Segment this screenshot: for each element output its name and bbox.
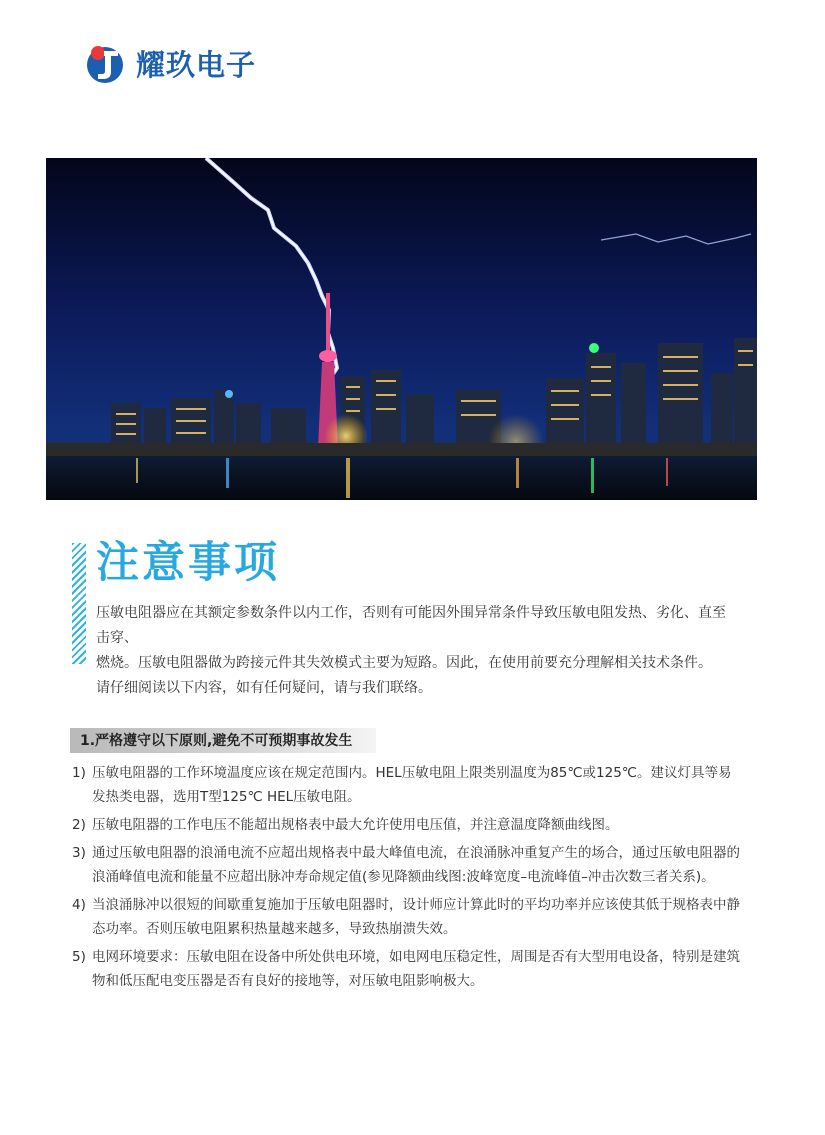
notice-body bbox=[96, 601, 736, 701]
item-text: 通过压敏电阻器的浪涌电流不应超出规格表中最大峰值电流，在浪涌脉冲重复产生的场合，通过压敏电阻器的浪涌峰值电流和能量不应超出脉冲寿命规定值(参见降额曲线图:波峰宽度–电流峰值–冲击次数三者关系)。 bbox=[92, 845, 740, 885]
item-text: 压敏电阻器的工作电压不能超出规格表中最大允许使用电压值，并注意温度降额曲线图。 bbox=[92, 817, 619, 833]
list-item bbox=[72, 761, 744, 809]
notice-line: 燃烧。压敏电阻器做为跨接元件其失效模式主要为短路。因此，在使用前要充分理解相关技术条件。 bbox=[96, 655, 712, 671]
notice-line: 请仔细阅读以下内容，如有任何疑问，请与我们联络。 bbox=[96, 680, 432, 696]
yj-logo-icon bbox=[84, 39, 126, 87]
list-item bbox=[72, 945, 744, 993]
item-number: 2) bbox=[72, 817, 86, 833]
item-text: 当浪涌脉冲以很短的间歇重复施加于压敏电阻器时，设计师应计算此时的平均功率并应该使其低于规格表中静态功率。否则压敏电阻累积热量越来越多，导致热崩溃失效。 bbox=[92, 897, 740, 937]
list-item bbox=[72, 893, 744, 941]
item-number: 1) bbox=[72, 765, 86, 781]
notice-title: 注意事项 bbox=[96, 538, 280, 588]
item-number: 3) bbox=[72, 845, 86, 861]
decorative-stripes bbox=[72, 543, 86, 664]
list-item bbox=[72, 841, 744, 889]
section-title: 1.严格遵守以下原则,避免不可预期事故发生 bbox=[80, 733, 353, 749]
company-name: 耀玖电子 bbox=[136, 47, 257, 82]
item-number: 5) bbox=[72, 949, 86, 965]
notice-line: 压敏电阻器应在其额定参数条件以内工作，否则有可能因外围异常条件导致压敏电阻发热、劣化、直至击穿、 bbox=[96, 605, 726, 646]
item-number: 4) bbox=[72, 897, 86, 913]
company-logo bbox=[84, 38, 256, 88]
item-text: 电网环境要求：压敏电阻在设备中所处供电环境，如电网电压稳定性，周围是否有大型用电设备，特别是建筑物和低压配电变压器是否有良好的接地等，对压敏电阻影响极大。 bbox=[92, 949, 740, 989]
city-skyline-lightning-photo bbox=[46, 158, 757, 500]
rules-list bbox=[72, 761, 744, 997]
item-text: 压敏电阻器的工作环境温度应该在规定范围内。HEL压敏电阻上限类别温度为85℃或125℃。建议灯具等易发热类电器，选用T型125℃ HEL压敏电阻。 bbox=[92, 765, 732, 805]
list-item bbox=[72, 813, 744, 837]
